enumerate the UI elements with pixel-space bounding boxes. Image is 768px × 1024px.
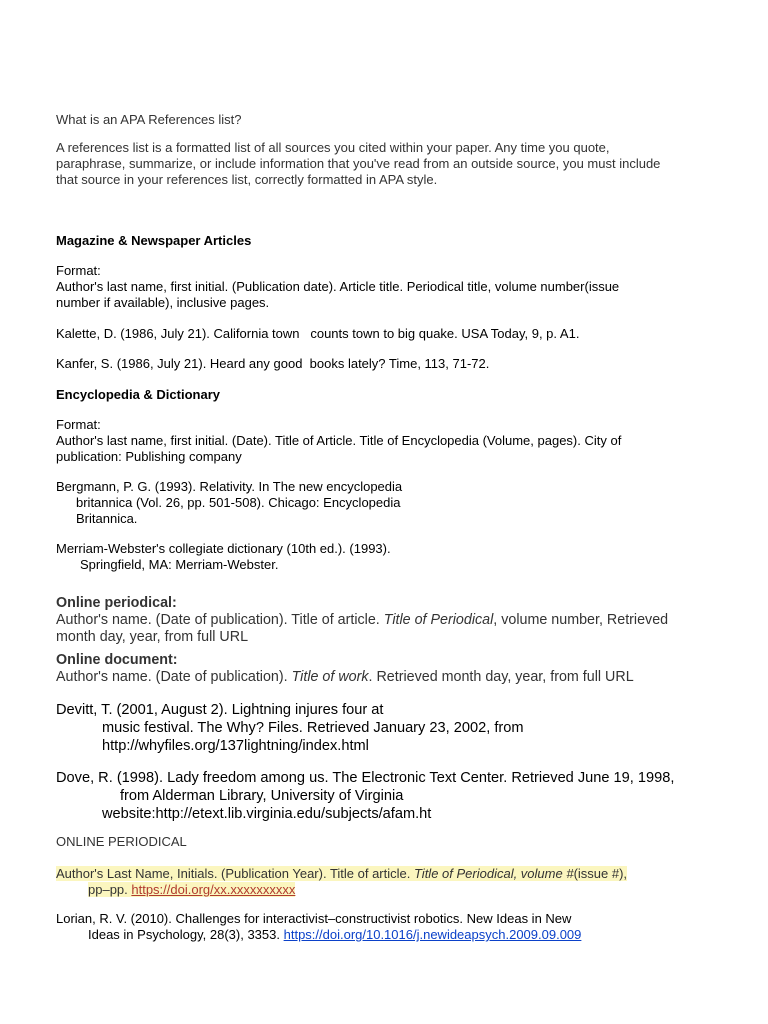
online-periodical-format-line: month day, year, from full URL: [56, 629, 249, 645]
lorian-doi-link[interactable]: https://doi.org/10.1016/j.newideapsych.2009.09.009: [283, 927, 582, 942]
intro-paragraph: [56, 140, 736, 188]
lorian-example-text: Ideas in Psychology, 28(3), 3353.: [88, 927, 284, 942]
encyclopedia-example-1-line: Britannica.: [76, 511, 138, 526]
template-text: Author's Last Name, Initials. (Publication Year). Title of article.: [56, 866, 414, 881]
magazine-example-2-text: Kanfer, S. (1986, July 21). Heard any good books lately? Time, 113, 71-72.: [56, 356, 490, 371]
online-periodical-text: Author's name. (Date of publication). Title of article.: [56, 612, 384, 628]
online-periodical-italic: Title of Periodical: [383, 612, 494, 628]
encyclopedia-example-1: [56, 479, 736, 527]
online-periodical-caps-heading-text: ONLINE PERIODICAL: [56, 834, 187, 849]
intro-paragraph-line: paraphrase, summarize, or include information that you've read from an outside source, you must include: [56, 156, 661, 171]
online-document-text: . Retrieved month day, year, from full URL: [368, 669, 634, 685]
encyclopedia-example-1-line: Bergmann, P. G. (1993). Relativity. In The new encyclopedia: [56, 479, 403, 494]
magazine-format-label: Format:: [56, 263, 101, 278]
magazine-format-line: number if available), inclusive pages.: [56, 295, 270, 310]
online-periodical-template: [56, 866, 736, 898]
encyclopedia-example-2-line: Springfield, MA: Merriam-Webster.: [80, 557, 279, 572]
online-periodical-format: [56, 612, 736, 646]
lorian-example-line: [56, 927, 736, 943]
magazine-heading: [56, 233, 736, 249]
online-periodical-heading: [56, 595, 736, 612]
devitt-example-line: http://whyfiles.org/137lightning/index.html: [102, 738, 369, 754]
template-highlight: [88, 882, 295, 897]
online-document-heading-text: Online document:: [56, 652, 178, 668]
template-line: [56, 866, 736, 882]
intro-paragraph-line: A references list is a formatted list of all sources you cited within your paper. Any time you quote,: [56, 140, 610, 155]
encyclopedia-format: [56, 417, 736, 465]
online-periodical-format-line: [56, 612, 736, 629]
encyclopedia-format-line: publication: Publishing company: [56, 449, 242, 464]
devitt-example: [56, 701, 736, 755]
encyclopedia-format-line: Author's last name, first initial. (Date). Title of Article. Title of Encyclopedia (Volume, pages). City of: [56, 433, 622, 448]
template-italic: Title of Periodical, volume #: [413, 866, 574, 881]
magazine-example-1: [56, 326, 736, 342]
template-text: (issue #),: [573, 866, 628, 881]
online-document-heading: [56, 652, 736, 669]
online-document-text: Author's name. (Date of publication).: [56, 669, 292, 685]
encyclopedia-heading: [56, 387, 736, 403]
dove-example: [56, 769, 736, 823]
template-doi-link[interactable]: https://doi.org/xx.xxxxxxxxxx: [131, 882, 296, 897]
dove-example-line: Dove, R. (1998). Lady freedom among us. The Electronic Text Center. Retrieved June 19, 1998,: [56, 770, 675, 786]
dove-example-line: from Alderman Library, University of Virginia: [120, 788, 404, 804]
magazine-example-1-text: Kalette, D. (1986, July 21). California town counts town to big quake. USA Today, 9, p. A1.: [56, 326, 580, 341]
intro-question: [56, 112, 736, 128]
template-line: [56, 882, 736, 898]
encyclopedia-format-label: Format:: [56, 417, 101, 432]
template-highlight: [56, 866, 627, 881]
encyclopedia-heading-text: Encyclopedia & Dictionary: [56, 387, 220, 402]
dove-example-line: website:http://etext.lib.virginia.edu/subjects/afam.ht: [102, 806, 432, 822]
magazine-format: [56, 263, 736, 311]
online-document-italic: Title of work: [291, 669, 369, 685]
devitt-example-line: Devitt, T. (2001, August 2). Lightning injures four at: [56, 702, 384, 718]
magazine-heading-text: Magazine & Newspaper Articles: [56, 233, 252, 248]
online-periodical-heading-text: Online periodical:: [56, 595, 177, 611]
online-periodical-caps-heading: [56, 834, 736, 850]
encyclopedia-example-2-line: Merriam-Webster's collegiate dictionary (10th ed.). (1993).: [56, 541, 391, 556]
intro-question-text: What is an APA References list?: [56, 112, 242, 127]
magazine-example-2: [56, 356, 736, 372]
online-document-format: [56, 669, 736, 686]
encyclopedia-example-2: [56, 541, 736, 573]
magazine-format-line: Author's last name, first initial. (Publication date). Article title. Periodical title, volume number(issue: [56, 279, 620, 294]
online-document-format-line: [56, 669, 736, 686]
lorian-example-line: Lorian, R. V. (2010). Challenges for interactivist–constructivist robotics. New Ideas in New: [56, 911, 572, 926]
intro-paragraph-line: that source in your references list, correctly formatted in APA style.: [56, 172, 438, 187]
devitt-example-line: music festival. The Why? Files. Retrieved January 23, 2002, from: [102, 720, 524, 736]
encyclopedia-example-1-line: britannica (Vol. 26, pp. 501-508). Chicago: Encyclopedia: [76, 495, 401, 510]
online-periodical-text: , volume number, Retrieved: [493, 612, 669, 628]
lorian-example: [56, 911, 736, 943]
template-text: pp–pp.: [88, 882, 132, 897]
